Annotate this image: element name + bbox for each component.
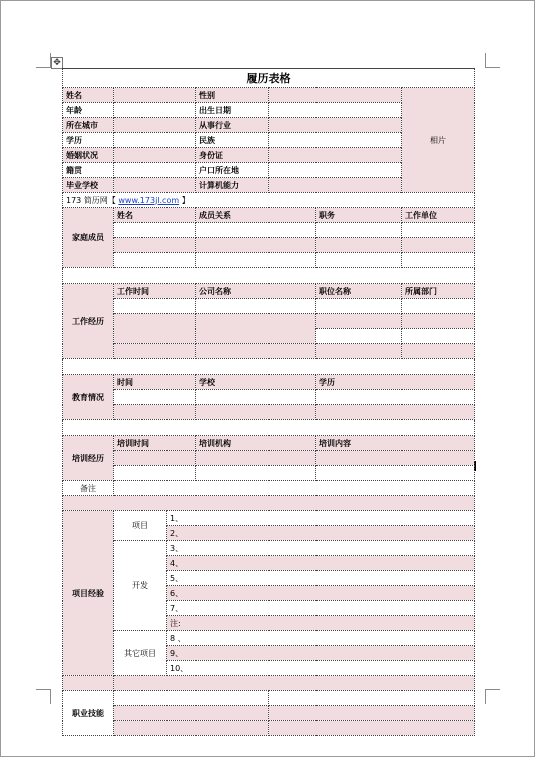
work-row	[63, 299, 475, 314]
resume-table-wrap	[62, 68, 474, 736]
family-cell[interactable]	[316, 223, 402, 238]
work-cell[interactable]	[402, 314, 475, 329]
skills-label: 职业技能	[63, 691, 114, 736]
label-age: 年龄	[63, 103, 114, 118]
work-cell[interactable]	[402, 329, 475, 344]
family-cell[interactable]	[316, 238, 402, 253]
value-computer[interactable]	[269, 178, 402, 193]
value-ethnicity[interactable]	[269, 133, 402, 148]
training-cell[interactable]	[196, 451, 316, 466]
work-cell[interactable]	[196, 344, 316, 359]
edu-row	[63, 405, 475, 420]
label-city: 所在城市	[63, 118, 114, 133]
family-cell[interactable]	[114, 223, 196, 238]
work-header-dept: 所属部门	[402, 284, 475, 299]
project-item[interactable]: 7、	[167, 601, 475, 616]
value-birthdate[interactable]	[269, 103, 402, 118]
value-education[interactable]	[114, 133, 196, 148]
move-handle-icon[interactable]: ✥	[51, 57, 63, 69]
project-item[interactable]: 10、	[167, 661, 475, 676]
page-title: 履历表格	[63, 69, 475, 88]
edu-header-degree: 学历	[316, 375, 475, 390]
family-label: 家庭成员	[63, 208, 114, 268]
margin-corner-top-left	[36, 53, 51, 68]
label-industry: 从事行业	[196, 118, 269, 133]
spacer-row	[63, 268, 475, 284]
edu-cell[interactable]	[114, 405, 196, 420]
work-row	[63, 344, 475, 359]
value-industry[interactable]	[269, 118, 402, 133]
edu-header-school: 学校	[196, 375, 316, 390]
family-cell[interactable]	[196, 223, 316, 238]
project-group-1: 项目	[114, 511, 167, 541]
project-group-3: 其它项目	[114, 631, 167, 676]
work-cell[interactable]	[196, 314, 316, 344]
training-cell[interactable]	[316, 451, 475, 466]
edu-header-time: 时间	[114, 375, 196, 390]
family-header-name: 姓名	[114, 208, 196, 223]
family-row	[63, 223, 475, 238]
spacer-row	[63, 420, 475, 436]
family-cell[interactable]	[402, 223, 475, 238]
label-marital: 婚姻状况	[63, 148, 114, 163]
work-header-time: 工作时间	[114, 284, 196, 299]
training-cell[interactable]	[114, 466, 196, 481]
work-cell[interactable]	[316, 329, 402, 344]
skills-cell[interactable]	[114, 691, 269, 706]
remark-label: 备注	[63, 481, 114, 496]
edu-cell[interactable]	[196, 390, 316, 405]
label-native: 籍贯	[63, 163, 114, 178]
label-gender: 性别	[196, 88, 269, 103]
margin-corner-bottom-right	[485, 689, 500, 704]
label-education: 学历	[63, 133, 114, 148]
training-cell[interactable]	[316, 466, 475, 481]
skills-spacer	[63, 676, 114, 691]
training-cell[interactable]	[196, 466, 316, 481]
project-item[interactable]: 2、	[167, 526, 475, 541]
value-id-card[interactable]	[269, 148, 402, 163]
label-computer: 计算机能力	[196, 178, 269, 193]
project-item[interactable]: 4、	[167, 556, 475, 571]
watermark-link[interactable]: www.173jl.com	[118, 195, 180, 205]
value-hukou[interactable]	[269, 163, 402, 178]
skills-cell[interactable]	[269, 691, 475, 706]
label-ethnicity: 民族	[196, 133, 269, 148]
work-label: 工作经历	[63, 284, 114, 359]
value-name[interactable]	[114, 88, 196, 103]
work-cell[interactable]	[316, 299, 402, 314]
edu-label: 教育情况	[63, 375, 114, 420]
work-cell[interactable]	[402, 344, 475, 359]
remark-value[interactable]	[114, 481, 475, 496]
training-header-org: 培训机构	[196, 436, 316, 451]
family-header-employer: 工作单位	[402, 208, 475, 223]
watermark-suffix: 】	[181, 195, 190, 205]
training-row	[63, 451, 475, 466]
value-city[interactable]	[114, 118, 196, 133]
skills-cell[interactable]	[269, 706, 475, 721]
label-id-card: 身份证	[196, 148, 269, 163]
margin-corner-bottom-left	[36, 689, 51, 704]
training-header-time: 培训时间	[114, 436, 196, 451]
label-birthdate: 出生日期	[196, 103, 269, 118]
family-cell[interactable]	[316, 253, 402, 268]
work-header-title: 职位名称	[316, 284, 402, 299]
family-cell[interactable]	[402, 238, 475, 253]
edu-row	[63, 390, 475, 405]
value-marital[interactable]	[114, 148, 196, 163]
value-school[interactable]	[114, 178, 196, 193]
project-item[interactable]: 1、	[167, 511, 475, 526]
margin-corner-top-right	[485, 53, 500, 68]
label-school: 毕业学校	[63, 178, 114, 193]
project-item[interactable]: 6、	[167, 586, 475, 601]
skills-cell[interactable]	[114, 721, 269, 736]
edu-cell[interactable]	[316, 390, 475, 405]
family-cell[interactable]	[114, 238, 196, 253]
project-item[interactable]: 注:	[167, 616, 475, 631]
family-header-position: 职务	[316, 208, 402, 223]
edu-cell[interactable]	[316, 405, 475, 420]
value-age[interactable]	[114, 103, 196, 118]
watermark-prefix: 173 简历网【	[66, 195, 116, 205]
training-cell[interactable]	[114, 451, 196, 466]
edu-cell[interactable]	[196, 405, 316, 420]
family-cell[interactable]	[114, 253, 196, 268]
project-item[interactable]: 3、	[167, 541, 475, 556]
work-cell[interactable]	[316, 344, 402, 359]
family-row	[63, 238, 475, 253]
project-item[interactable]: 5、	[167, 571, 475, 586]
family-cell[interactable]	[402, 253, 475, 268]
skills-cell[interactable]	[269, 721, 475, 736]
edu-cell[interactable]	[114, 390, 196, 405]
family-cell[interactable]	[196, 253, 316, 268]
training-label: 培训经历	[63, 436, 114, 481]
label-name: 姓名	[63, 88, 114, 103]
training-header-content: 培训内容	[316, 436, 475, 451]
photo-box[interactable]: 相片	[402, 88, 475, 193]
work-cell[interactable]	[196, 299, 316, 314]
project-item[interactable]: 9、	[167, 646, 475, 661]
spacer-row	[63, 496, 475, 511]
family-row	[63, 253, 475, 268]
spacer-row	[63, 359, 475, 375]
work-cell[interactable]	[114, 314, 196, 344]
value-gender[interactable]	[269, 88, 402, 103]
watermark-row	[63, 193, 475, 208]
work-cell[interactable]	[402, 299, 475, 314]
work-row	[63, 314, 475, 329]
label-hukou: 户口所在地	[196, 163, 269, 178]
family-cell[interactable]	[196, 238, 316, 253]
work-cell[interactable]	[114, 299, 196, 314]
value-native[interactable]	[114, 163, 196, 178]
skills-cell[interactable]	[114, 706, 269, 721]
work-header-company: 公司名称	[196, 284, 316, 299]
resume-table	[62, 68, 475, 736]
work-cell[interactable]	[316, 314, 402, 329]
project-label: 项目经验	[63, 511, 114, 676]
family-header-relation: 成员关系	[196, 208, 316, 223]
project-group-2: 开发	[114, 541, 167, 631]
skills-cell[interactable]	[114, 676, 475, 691]
project-item[interactable]: 8 、	[167, 631, 475, 646]
work-cell[interactable]	[114, 344, 196, 359]
training-row	[63, 466, 475, 481]
